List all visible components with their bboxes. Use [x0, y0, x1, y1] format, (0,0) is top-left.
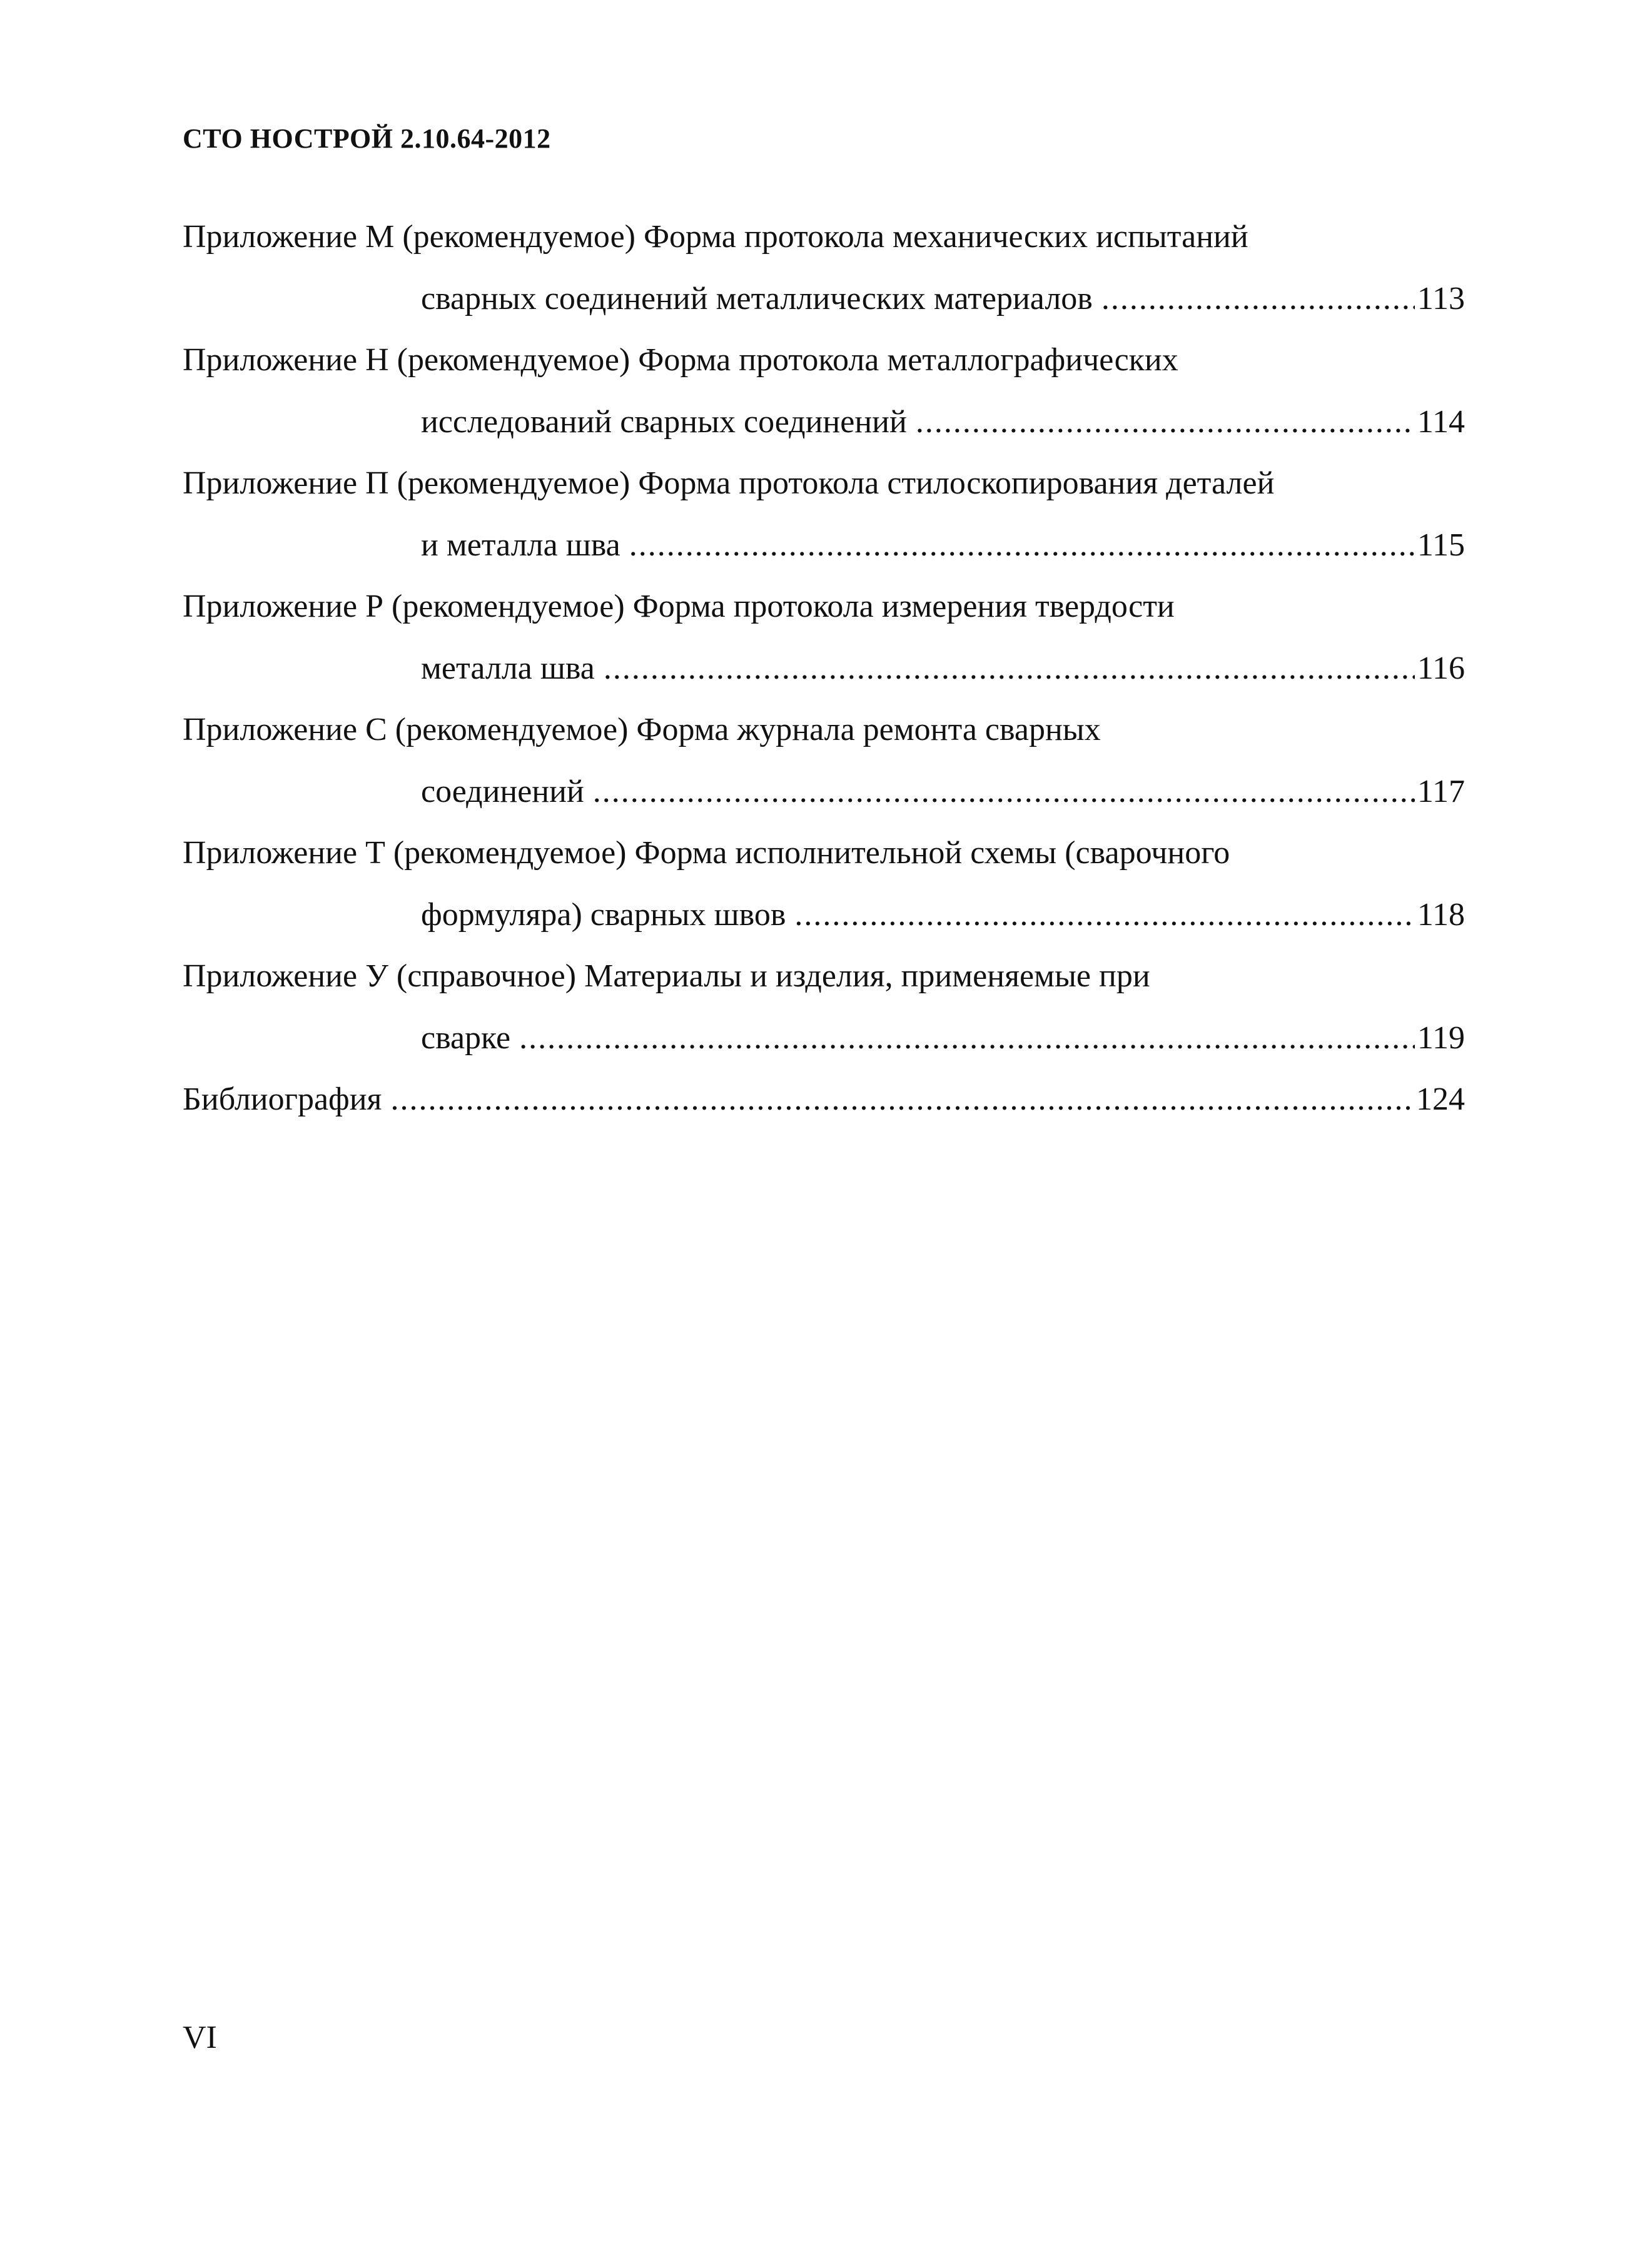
toc-entry-title-cont: и металла шва — [421, 527, 620, 563]
toc-entry-continuation — [183, 638, 1465, 700]
toc-entry-appendix-n[interactable] — [183, 330, 1465, 453]
toc-entry-bibliography[interactable] — [183, 1069, 1465, 1131]
toc-entry-appendix-s[interactable] — [183, 699, 1465, 823]
toc-entry-appendix-u[interactable] — [183, 946, 1465, 1069]
toc-entry-title: Приложение Т (рекомендуемое) Форма исполнительной схемы (сварочного — [183, 835, 1230, 871]
dot-leader — [593, 761, 1415, 823]
dot-leader — [519, 1008, 1415, 1070]
toc-entry-appendix-r[interactable] — [183, 576, 1465, 699]
document-code-header: СТО НОСТРОЙ 2.10.64-2012 — [183, 123, 551, 154]
toc-entry-title-cont: сварке — [421, 1020, 511, 1056]
toc-entry-title: Приложение Н (рекомендуемое) Форма протокола металлографических — [183, 342, 1178, 378]
toc-page-number: 118 — [1417, 896, 1465, 933]
toc-page-number: 116 — [1417, 650, 1465, 686]
toc-entry-title: Приложение У (справочное) Материалы и изделия, применяемые при — [183, 958, 1150, 994]
toc-entry-appendix-m[interactable] — [183, 206, 1465, 330]
table-of-contents — [183, 206, 1465, 1131]
toc-entry-title: Приложение М (рекомендуемое) Форма протокола механических испытаний — [183, 219, 1248, 255]
toc-entry-title-cont: соединений — [421, 773, 584, 809]
toc-entry-title-cont: сварных соединений металлических материалов — [421, 280, 1093, 316]
toc-entry-appendix-t[interactable] — [183, 823, 1465, 946]
toc-entry-continuation — [183, 515, 1465, 577]
toc-page-number: 119 — [1417, 1020, 1465, 1056]
dot-leader — [916, 392, 1415, 453]
toc-entry-title: Приложение С (рекомендуемое) Форма журнала ремонта сварных — [183, 712, 1101, 747]
toc-entry-title: Приложение П (рекомендуемое) Форма протокола стилоскопирования деталей — [183, 465, 1275, 501]
toc-entry-continuation — [183, 761, 1465, 823]
dot-leader — [390, 1069, 1414, 1131]
dot-leader — [1101, 268, 1415, 330]
dot-leader — [629, 515, 1415, 577]
toc-entry-title-cont: формуляра) сварных швов — [421, 896, 786, 933]
dot-leader — [794, 884, 1415, 946]
toc-entry-continuation — [183, 392, 1465, 453]
toc-page-number: 124 — [1416, 1081, 1465, 1117]
toc-entry-title: Приложение Р (рекомендуемое) Форма протокола измерения твердости — [183, 589, 1175, 624]
toc-entry-continuation — [183, 884, 1465, 946]
toc-page-number: 115 — [1417, 527, 1465, 563]
page-number-footer: VI — [183, 2020, 217, 2055]
toc-entry-title-cont: исследований сварных соединений — [421, 403, 907, 440]
toc-page-number: 114 — [1417, 403, 1465, 440]
toc-entry-title: Библиография — [183, 1081, 382, 1117]
toc-entry-title-cont: металла шва — [421, 650, 595, 686]
toc-entry-continuation — [183, 1008, 1465, 1070]
toc-page-number: 117 — [1417, 773, 1465, 809]
toc-entry-appendix-p[interactable] — [183, 453, 1465, 576]
dot-leader — [604, 638, 1415, 700]
toc-page-number: 113 — [1417, 280, 1465, 316]
toc-entry-continuation — [183, 268, 1465, 330]
